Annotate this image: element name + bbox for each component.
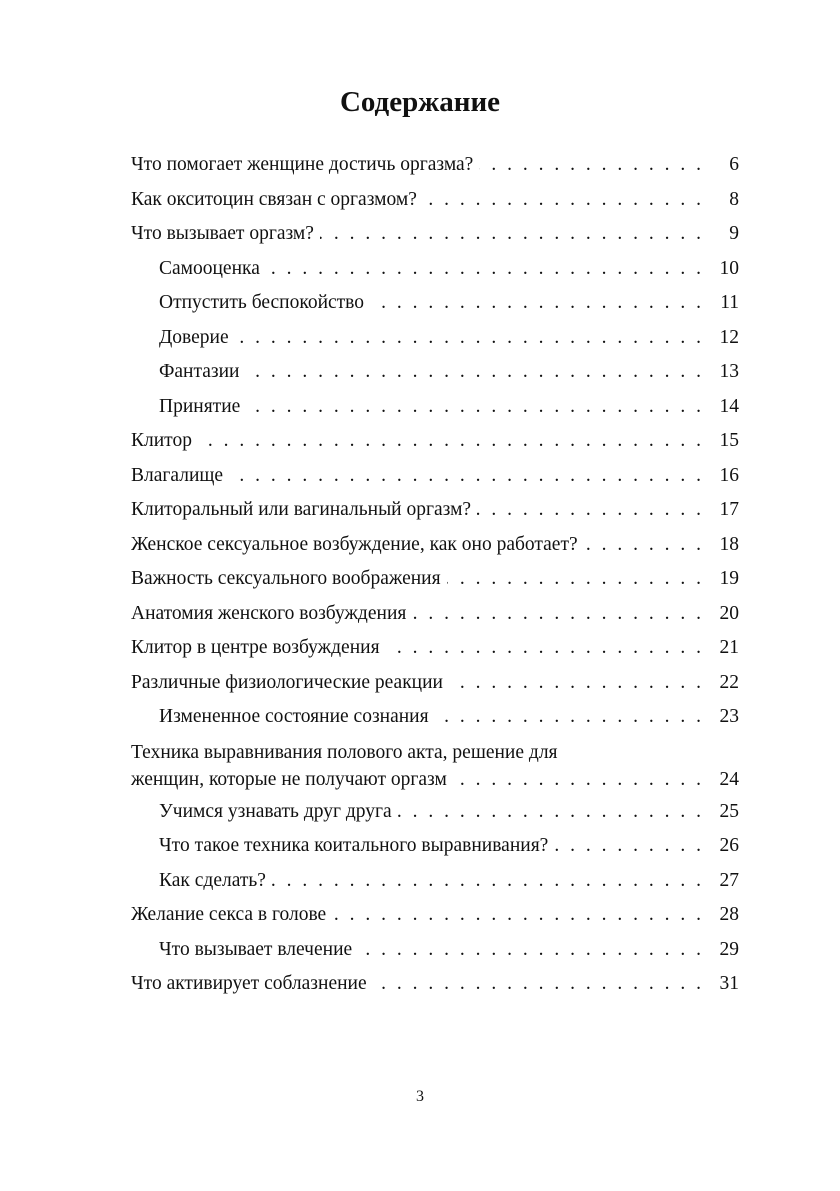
toc-entry[interactable] xyxy=(131,666,739,701)
toc-entry[interactable] xyxy=(131,735,739,795)
toc-entry-title: Самооценка xyxy=(159,257,260,279)
toc-entry[interactable] xyxy=(131,493,739,528)
toc-entry-title: Анатомия женского возбуждения xyxy=(131,602,407,624)
dot-leader xyxy=(554,829,709,864)
toc-entry-title: Различные физиологические реакции xyxy=(131,671,443,693)
page-title: Содержание xyxy=(339,86,501,118)
dot-leader xyxy=(266,252,709,287)
dot-leader xyxy=(246,390,709,425)
toc-entry-page: 14 xyxy=(719,395,739,417)
toc-entry-title: Что вызывает влечение xyxy=(159,938,353,960)
dot-leader xyxy=(435,700,709,735)
toc-entry[interactable] xyxy=(131,898,739,933)
toc-entry-title: Важность сексуального воображения xyxy=(131,568,441,589)
toc-entry-title: Доверие xyxy=(159,326,229,348)
dot-leader xyxy=(198,424,709,459)
toc-entry-title: Измененное состояние сознания xyxy=(159,706,429,727)
dot-leader xyxy=(412,597,709,632)
toc-entry-page: 13 xyxy=(719,361,739,382)
dot-leader xyxy=(272,864,709,899)
toc-entry-page: 20 xyxy=(719,602,739,624)
toc-entry[interactable] xyxy=(131,829,739,864)
toc-entry[interactable] xyxy=(131,355,739,390)
toc-entry[interactable] xyxy=(131,528,739,563)
dot-leader xyxy=(370,286,709,321)
toc-entry[interactable] xyxy=(131,597,739,632)
toc-entry-page: 24 xyxy=(719,768,739,790)
toc-entry-title: Принятие xyxy=(159,395,241,417)
toc-entry[interactable] xyxy=(131,217,739,252)
toc-entry[interactable] xyxy=(131,424,739,459)
toc-entry[interactable] xyxy=(131,183,739,218)
toc-entry-page: 28 xyxy=(719,904,739,925)
toc-entry[interactable] xyxy=(131,933,739,968)
toc-entry[interactable] xyxy=(131,631,739,666)
dot-leader xyxy=(447,562,709,597)
toc-entry-page: 15 xyxy=(719,430,739,451)
toc-entry-title-continued: женщин, которые не получают оргазм xyxy=(131,768,447,790)
toc-entry-title: Что помогает женщине достичь оргазма? xyxy=(131,154,474,175)
toc-entry-page: 12 xyxy=(719,326,739,348)
toc-entry-title: Отпустить беспокойство xyxy=(159,292,365,313)
toc-entry-title: Клитор xyxy=(131,430,192,451)
toc-entry-title: Влагалище xyxy=(131,464,224,486)
dot-leader xyxy=(453,766,709,793)
toc-entry-page: 18 xyxy=(719,533,739,555)
dot-leader xyxy=(332,898,709,933)
toc-entry[interactable] xyxy=(131,967,739,1002)
toc-entry-page: 9 xyxy=(729,223,739,244)
dot-leader xyxy=(398,795,709,830)
dot-leader xyxy=(235,321,709,356)
toc-entry-page: 25 xyxy=(719,800,739,822)
toc-entry[interactable] xyxy=(131,321,739,356)
toc-entry-page: 27 xyxy=(719,869,739,891)
dot-leader xyxy=(449,666,709,701)
toc-entry[interactable] xyxy=(131,864,739,899)
toc-entry-title: Как окситоцин связан с оргазмом? xyxy=(131,188,417,210)
toc-entry-title: Желание секса в голове xyxy=(131,904,327,925)
toc-entry-title: Что такое техника коитального выравнивания? xyxy=(159,835,549,856)
dot-leader xyxy=(477,493,709,528)
toc-entry[interactable] xyxy=(131,390,739,425)
toc-entry-page: 23 xyxy=(719,706,739,727)
toc-entry-title: Клитор в центре возбуждения xyxy=(131,637,380,658)
dot-leader xyxy=(373,967,709,1002)
toc-entry-title: Женское сексуальное возбуждение, как оно работает? xyxy=(131,533,578,555)
dot-leader xyxy=(479,148,709,183)
dot-leader xyxy=(423,183,709,218)
dot-leader xyxy=(246,355,710,390)
toc-entry-page: 11 xyxy=(720,292,739,313)
toc-entry-title: Техника выравнивания полового акта, решение для xyxy=(131,741,558,763)
toc-entry-page: 16 xyxy=(719,464,739,486)
toc-entry-page: 8 xyxy=(729,188,739,210)
toc-entry-page: 10 xyxy=(719,257,739,279)
toc-entry-page: 17 xyxy=(719,499,739,520)
toc-entry[interactable] xyxy=(131,562,739,597)
toc-entry-page: 22 xyxy=(719,671,739,693)
toc-entry[interactable] xyxy=(131,252,739,287)
toc-entry-page: 29 xyxy=(719,938,739,960)
toc-entry-title: Что активирует соблазнение xyxy=(131,973,367,994)
toc-entry-title: Клиторальный или вагинальный оргазм? xyxy=(131,499,472,520)
toc-entry-title: Что вызывает оргазм? xyxy=(131,223,314,244)
dot-leader xyxy=(229,459,709,494)
dot-leader xyxy=(320,217,709,252)
toc-entry-page: 19 xyxy=(719,568,739,589)
page-number: 3 xyxy=(416,1088,424,1105)
dot-leader xyxy=(386,631,709,666)
toc-entry[interactable] xyxy=(131,459,739,494)
toc-entry-title: Как сделать? xyxy=(159,869,266,891)
dot-leader xyxy=(584,528,709,563)
toc-entry[interactable] xyxy=(131,286,739,321)
toc-entry-page: 26 xyxy=(719,835,739,856)
toc-entry[interactable] xyxy=(131,148,739,183)
toc-entry-page: 21 xyxy=(719,637,739,658)
dot-leader xyxy=(358,933,709,968)
toc-entry-title: Учимся узнавать друг друга xyxy=(159,800,392,822)
toc-entry-page: 31 xyxy=(719,973,739,994)
table-of-contents xyxy=(131,148,739,1002)
toc-entry-page: 6 xyxy=(729,154,739,175)
toc-entry[interactable] xyxy=(131,795,739,830)
toc-entry-title: Фантазии xyxy=(159,361,240,382)
toc-entry[interactable] xyxy=(131,700,739,735)
